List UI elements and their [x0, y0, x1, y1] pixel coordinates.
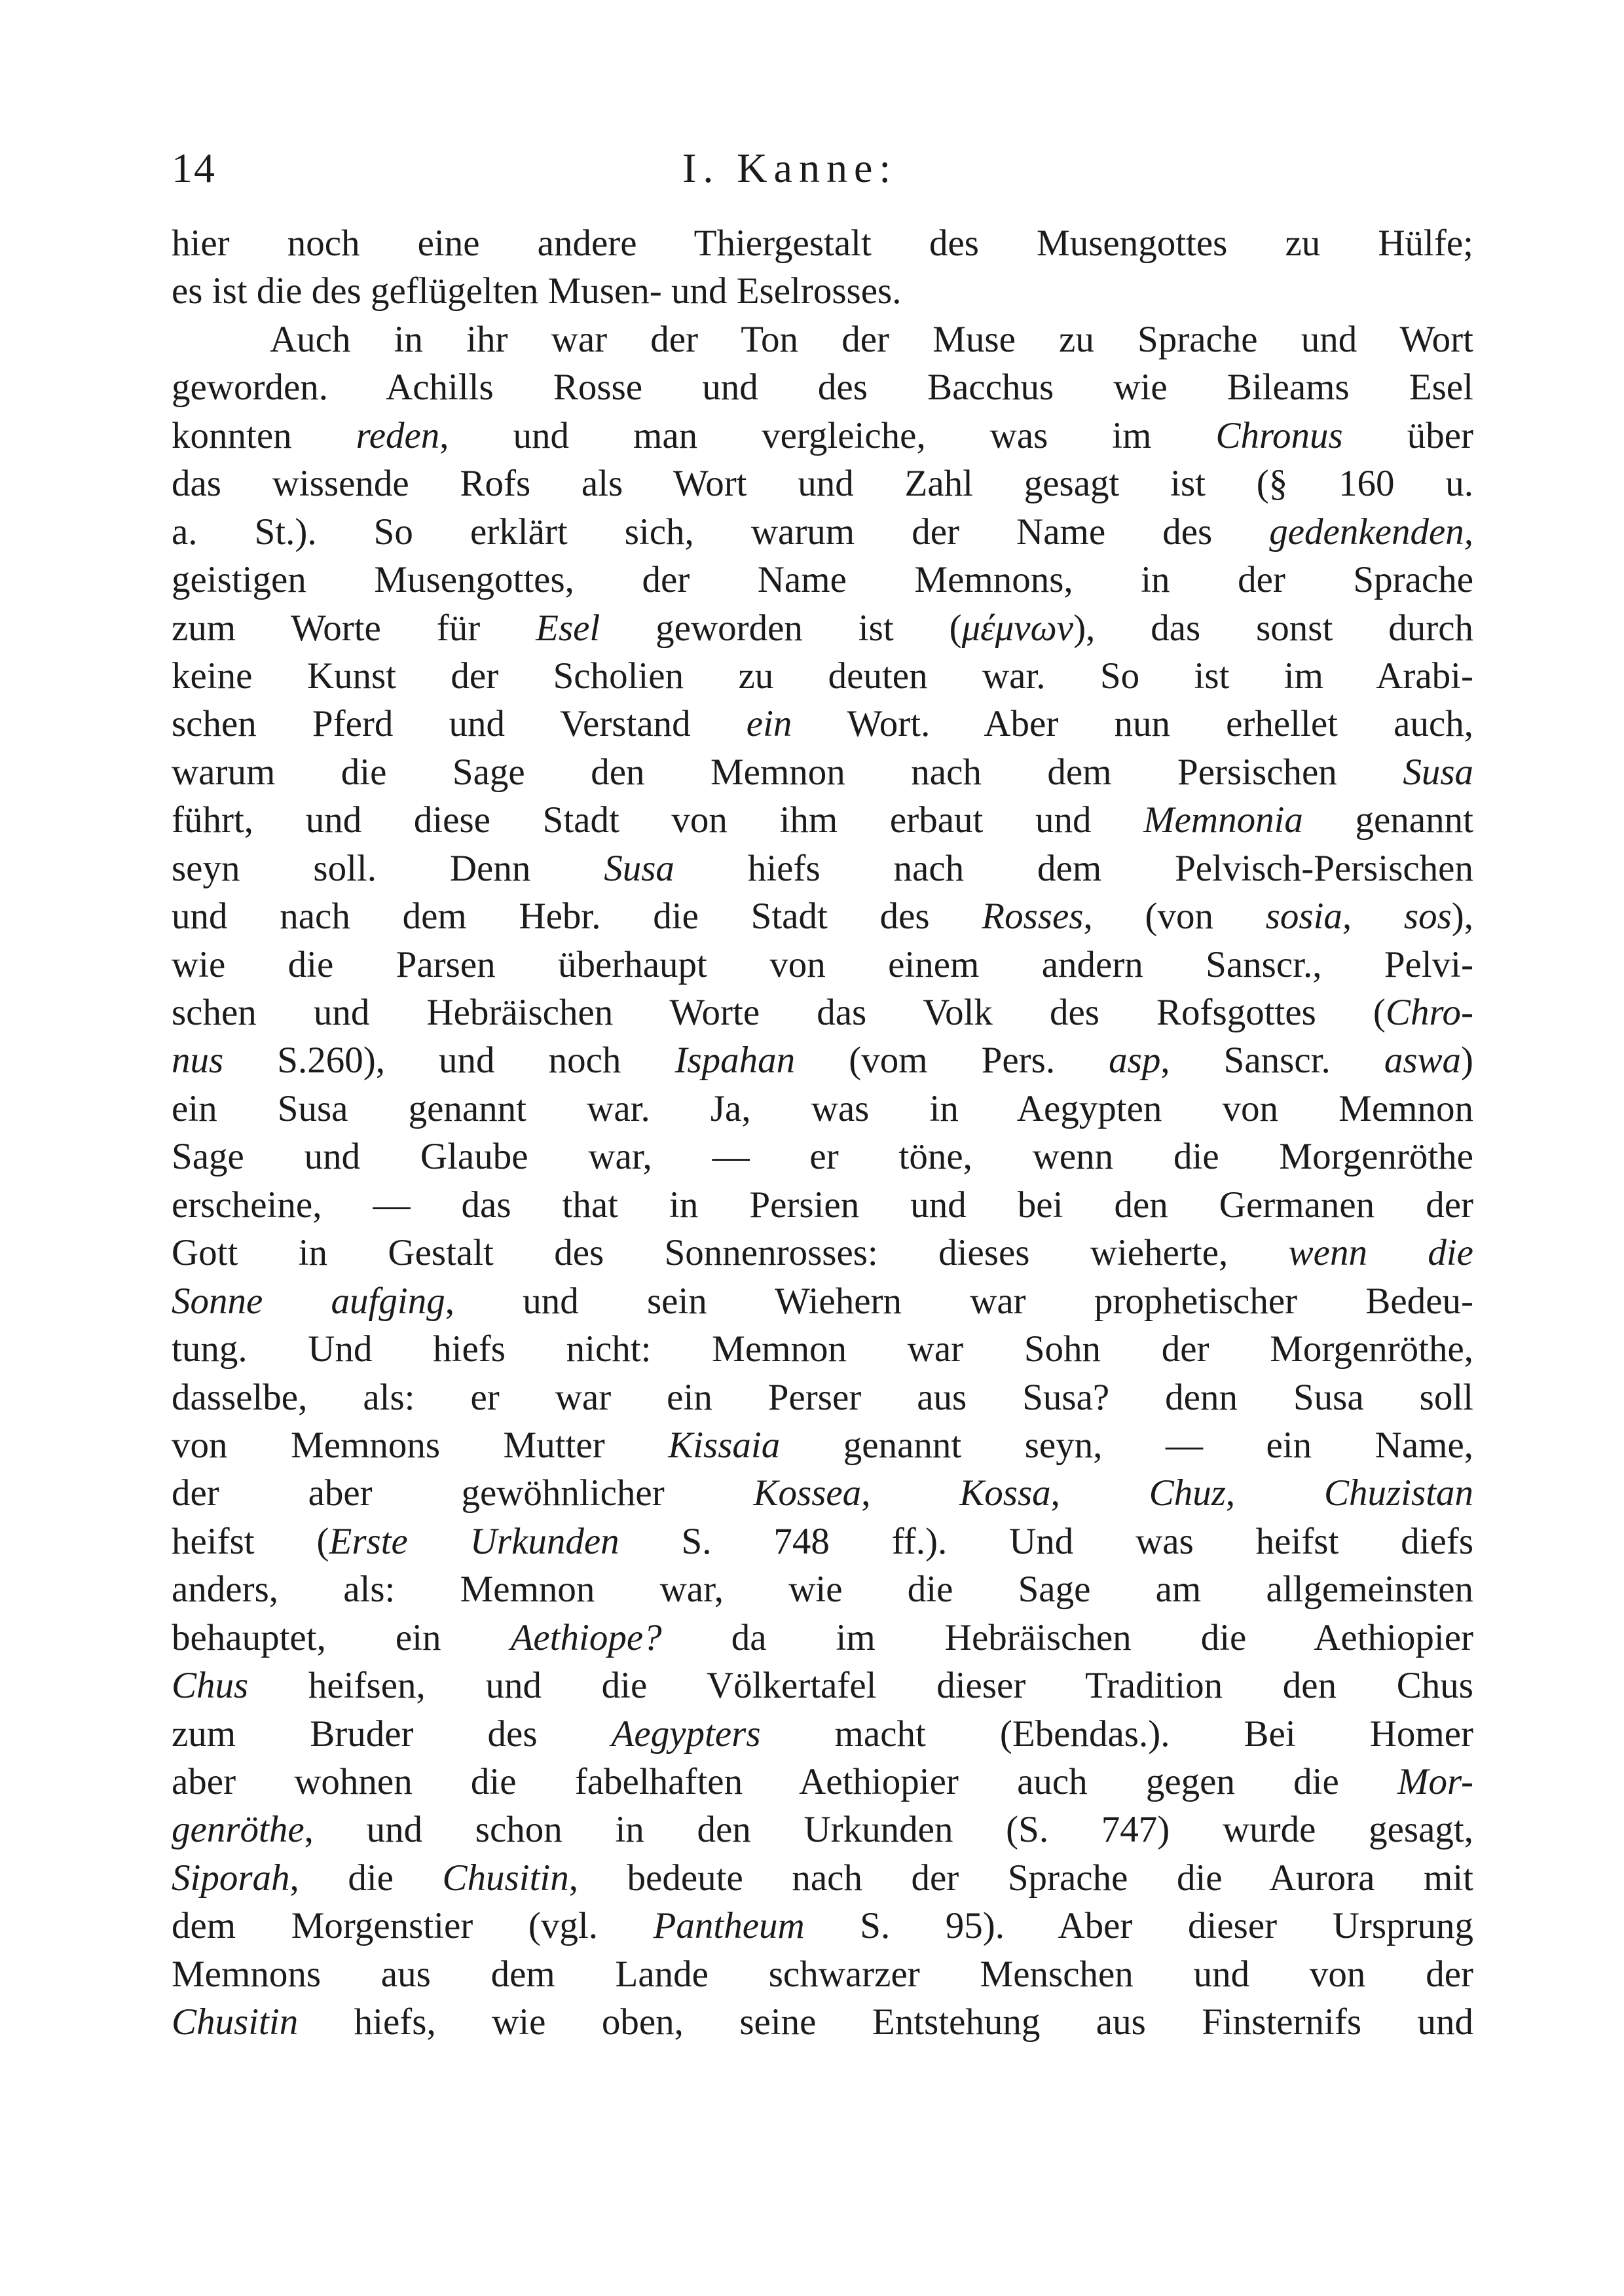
text-segment: über: [1342, 414, 1473, 456]
italic-segment: Pantheum: [653, 1905, 805, 1947]
text-segment: wie die Parsen überhaupt von einem andern Sanscr., Pelvi-: [172, 943, 1473, 985]
text-segment: ,: [861, 1472, 960, 1514]
text-line: [172, 748, 1473, 796]
text-line: [172, 1614, 1473, 1662]
text-line: [172, 989, 1473, 1036]
text-segment: erscheine, — das that in Persien und bei den Germanen der: [172, 1184, 1473, 1226]
italic-segment: Erste Urkunden: [329, 1520, 619, 1562]
text-segment: geworden ist (: [600, 607, 962, 649]
italic-segment: sosia, sos: [1265, 896, 1452, 938]
text-segment: geistigen Musengottes, der Name Memnons, in der Sprache: [172, 559, 1473, 601]
italic-segment: Chuzistan: [1323, 1472, 1473, 1514]
text-line: [172, 1133, 1473, 1180]
text-segment: konnten: [172, 414, 356, 456]
italic-segment: Susa: [1403, 751, 1473, 793]
text-segment: es ist die des geflügelten Musen- und Eselrosses.: [172, 270, 902, 312]
text-segment: da im Hebräischen die Aethiopier: [661, 1616, 1473, 1658]
italic-segment: Kossea: [753, 1472, 862, 1514]
text-segment: ,: [1050, 1472, 1149, 1514]
text-segment: hier noch eine andere Thiergestalt des Musengottes zu Hülfe;: [172, 223, 1473, 264]
italic-segment: Ispahan: [674, 1040, 796, 1082]
text-segment: schen Pferd und Verstand: [172, 703, 747, 745]
text-segment: ): [1461, 1040, 1473, 1082]
text-line: [172, 460, 1473, 507]
text-line: [172, 1565, 1473, 1613]
text-segment: heifst (: [172, 1520, 329, 1562]
italic-segment: Sonne aufging: [172, 1280, 445, 1322]
text-line: [172, 1758, 1473, 1806]
text-line: [172, 1950, 1473, 1998]
text-segment: heifsen, und die Völkertafel dieser Tradition den Chus: [248, 1665, 1473, 1707]
text-line: [172, 1854, 1473, 1902]
page-number: 14: [172, 145, 216, 191]
text-segment: keine Kunst der Scholien zu deuten war. So ist im Arabi-: [172, 655, 1473, 697]
italic-segment: asp: [1109, 1040, 1161, 1082]
italic-segment: Kossa: [959, 1472, 1051, 1514]
italic-segment: Esel: [536, 607, 600, 649]
text-segment: Sage und Glaube war, — er töne, wenn die Morgenröthe: [172, 1136, 1473, 1178]
text-segment: genannt seyn, — ein Name,: [780, 1424, 1473, 1466]
text-line: [172, 1518, 1473, 1565]
text-segment: Memnons aus dem Lande schwarzer Menschen und von der: [172, 1953, 1473, 1995]
text-segment: zum Worte für: [172, 607, 536, 649]
italic-segment: Siporah: [172, 1857, 290, 1899]
italic-segment: Mor-: [1397, 1761, 1473, 1802]
italic-segment: wenn die: [1288, 1232, 1473, 1274]
text-line: [172, 1229, 1473, 1277]
text-segment: geworden. Achills Rosse und des Bacchus wie Bileams Esel: [172, 367, 1473, 409]
running-head: I. Kanne:: [682, 145, 898, 191]
italic-segment: gedenkenden,: [1269, 511, 1473, 553]
text-segment: tung. Und hiefs nicht: Memnon war Sohn der Morgenröthe,: [172, 1328, 1473, 1370]
text-line: [172, 1085, 1473, 1133]
text-segment: Wort. Aber nun erhellet auch,: [792, 703, 1473, 745]
text-segment: ), das sonst durch: [1073, 607, 1473, 649]
text-segment: genannt: [1302, 799, 1473, 841]
italic-segment: ein: [746, 703, 792, 745]
text-line: [172, 316, 1473, 363]
text-segment: führt, und diese Stadt von ihm erbaut und: [172, 799, 1144, 841]
text-segment: S. 748 ff.). Und was heifst diefs: [619, 1520, 1473, 1562]
text-segment: S. 95). Aber dieser Ursprung: [804, 1905, 1473, 1947]
italic-segment: Susa: [604, 847, 674, 889]
text-segment: , und schon in den Urkunden (S. 747) wurde gesagt,: [304, 1809, 1473, 1851]
italic-segment: Chusitin: [442, 1857, 569, 1899]
text-line: [172, 1421, 1473, 1469]
text-line: [172, 1998, 1473, 2046]
text-segment: dasselbe, als: er war ein Perser aus Susa? denn Susa soll: [172, 1376, 1473, 1418]
text-line: [172, 1325, 1473, 1373]
text-segment: a. St.). So erklärt sich, warum der Name des: [172, 511, 1270, 553]
italic-segment: Chusitin: [172, 2001, 299, 2043]
text-segment: anders, als: Memnon war, wie die Sage am allgemeinsten: [172, 1569, 1473, 1611]
italic-segment: Aegypters: [611, 1713, 761, 1755]
text-segment: ),: [1451, 896, 1473, 938]
italic-segment: aswa: [1384, 1040, 1462, 1082]
text-segment: warum die Sage den Memnon nach dem Persischen: [172, 751, 1403, 793]
text-segment: behauptet, ein: [172, 1616, 511, 1658]
text-line: [172, 219, 1473, 267]
text-line: [172, 892, 1473, 940]
text-line: [172, 412, 1473, 460]
text-line: [172, 941, 1473, 989]
italic-segment: reden: [356, 414, 440, 456]
text-line: [172, 604, 1473, 652]
italic-segment: Kissaia: [668, 1424, 781, 1466]
text-line: [172, 1374, 1473, 1421]
text-line: [172, 1036, 1473, 1084]
text-line: [172, 1469, 1473, 1517]
text-line: [172, 1806, 1473, 1853]
text-line: [172, 1710, 1473, 1758]
text-segment: zum Bruder des: [172, 1713, 612, 1755]
text-segment: ein Susa genannt war. Ja, was in Aegypten von Memnon: [172, 1087, 1473, 1129]
text-segment: das wissende Rofs als Wort und Zahl gesagt ist (§ 160 u.: [172, 463, 1473, 505]
body-text: [172, 219, 1473, 2047]
italic-segment: Aethiope?: [510, 1616, 662, 1658]
text-segment: S.260), und noch: [223, 1040, 675, 1082]
text-segment: seyn soll. Denn: [172, 847, 604, 889]
text-segment: , bedeute nach der Sprache die Aurora mit: [568, 1857, 1473, 1899]
text-segment: der aber gewöhnlicher: [172, 1472, 754, 1514]
text-segment: , und sein Wiehern war prophetischer Bedeu-: [445, 1280, 1473, 1322]
text-segment: hiefs, wie oben, seine Entstehung aus Finsternifs und: [298, 2001, 1473, 2043]
text-line: [172, 267, 1473, 315]
text-segment: , Sanscr.: [1160, 1040, 1384, 1082]
text-line: [172, 652, 1473, 700]
text-line: [172, 1277, 1473, 1325]
text-segment: ,: [1225, 1472, 1324, 1514]
text-line: [172, 1181, 1473, 1229]
text-segment: Auch in ihr war der Ton der Muse zu Sprache und Wort: [270, 318, 1473, 360]
text-segment: von Memnons Mutter: [172, 1424, 669, 1466]
text-segment: hiefs nach dem Pelvisch-Persischen: [674, 847, 1473, 889]
text-line: [172, 1662, 1473, 1709]
text-segment: , und man vergleiche, was im: [439, 414, 1216, 456]
text-segment: , die: [289, 1857, 443, 1899]
italic-segment: Rosses: [982, 896, 1084, 938]
page-header: [172, 139, 1481, 198]
text-segment: aber wohnen die fabelhaften Aethiopier auch gegen die: [172, 1761, 1397, 1802]
text-segment: und nach dem Hebr. die Stadt des: [172, 896, 982, 938]
text-segment: macht (Ebendas.). Bei Homer: [760, 1713, 1473, 1755]
text-segment: schen und Hebräischen Worte das Volk des Rofsgottes (: [172, 992, 1386, 1033]
italic-segment: Chus: [172, 1665, 249, 1707]
text-segment: Gott in Gestalt des Sonnenrosses: dieses wieherte,: [172, 1232, 1289, 1274]
italic-segment: Chronus: [1215, 414, 1343, 456]
italic-segment: Memnonia: [1143, 799, 1303, 841]
italic-segment: nus: [172, 1040, 224, 1082]
text-line: [172, 700, 1473, 748]
text-segment: , (von: [1083, 896, 1266, 938]
italic-segment: μέμνων: [961, 607, 1074, 649]
text-line: [172, 796, 1473, 844]
italic-segment: Chuz: [1149, 1472, 1226, 1514]
text-segment: dem Morgenstier (vgl.: [172, 1905, 654, 1947]
text-segment: (vom Pers.: [795, 1040, 1109, 1082]
italic-segment: Chro-: [1385, 992, 1473, 1033]
text-line: [172, 845, 1473, 892]
italic-segment: genröthe: [172, 1809, 304, 1851]
text-line: [172, 363, 1473, 411]
text-line: [172, 1902, 1473, 1950]
text-line: [172, 508, 1473, 556]
text-line: [172, 556, 1473, 604]
